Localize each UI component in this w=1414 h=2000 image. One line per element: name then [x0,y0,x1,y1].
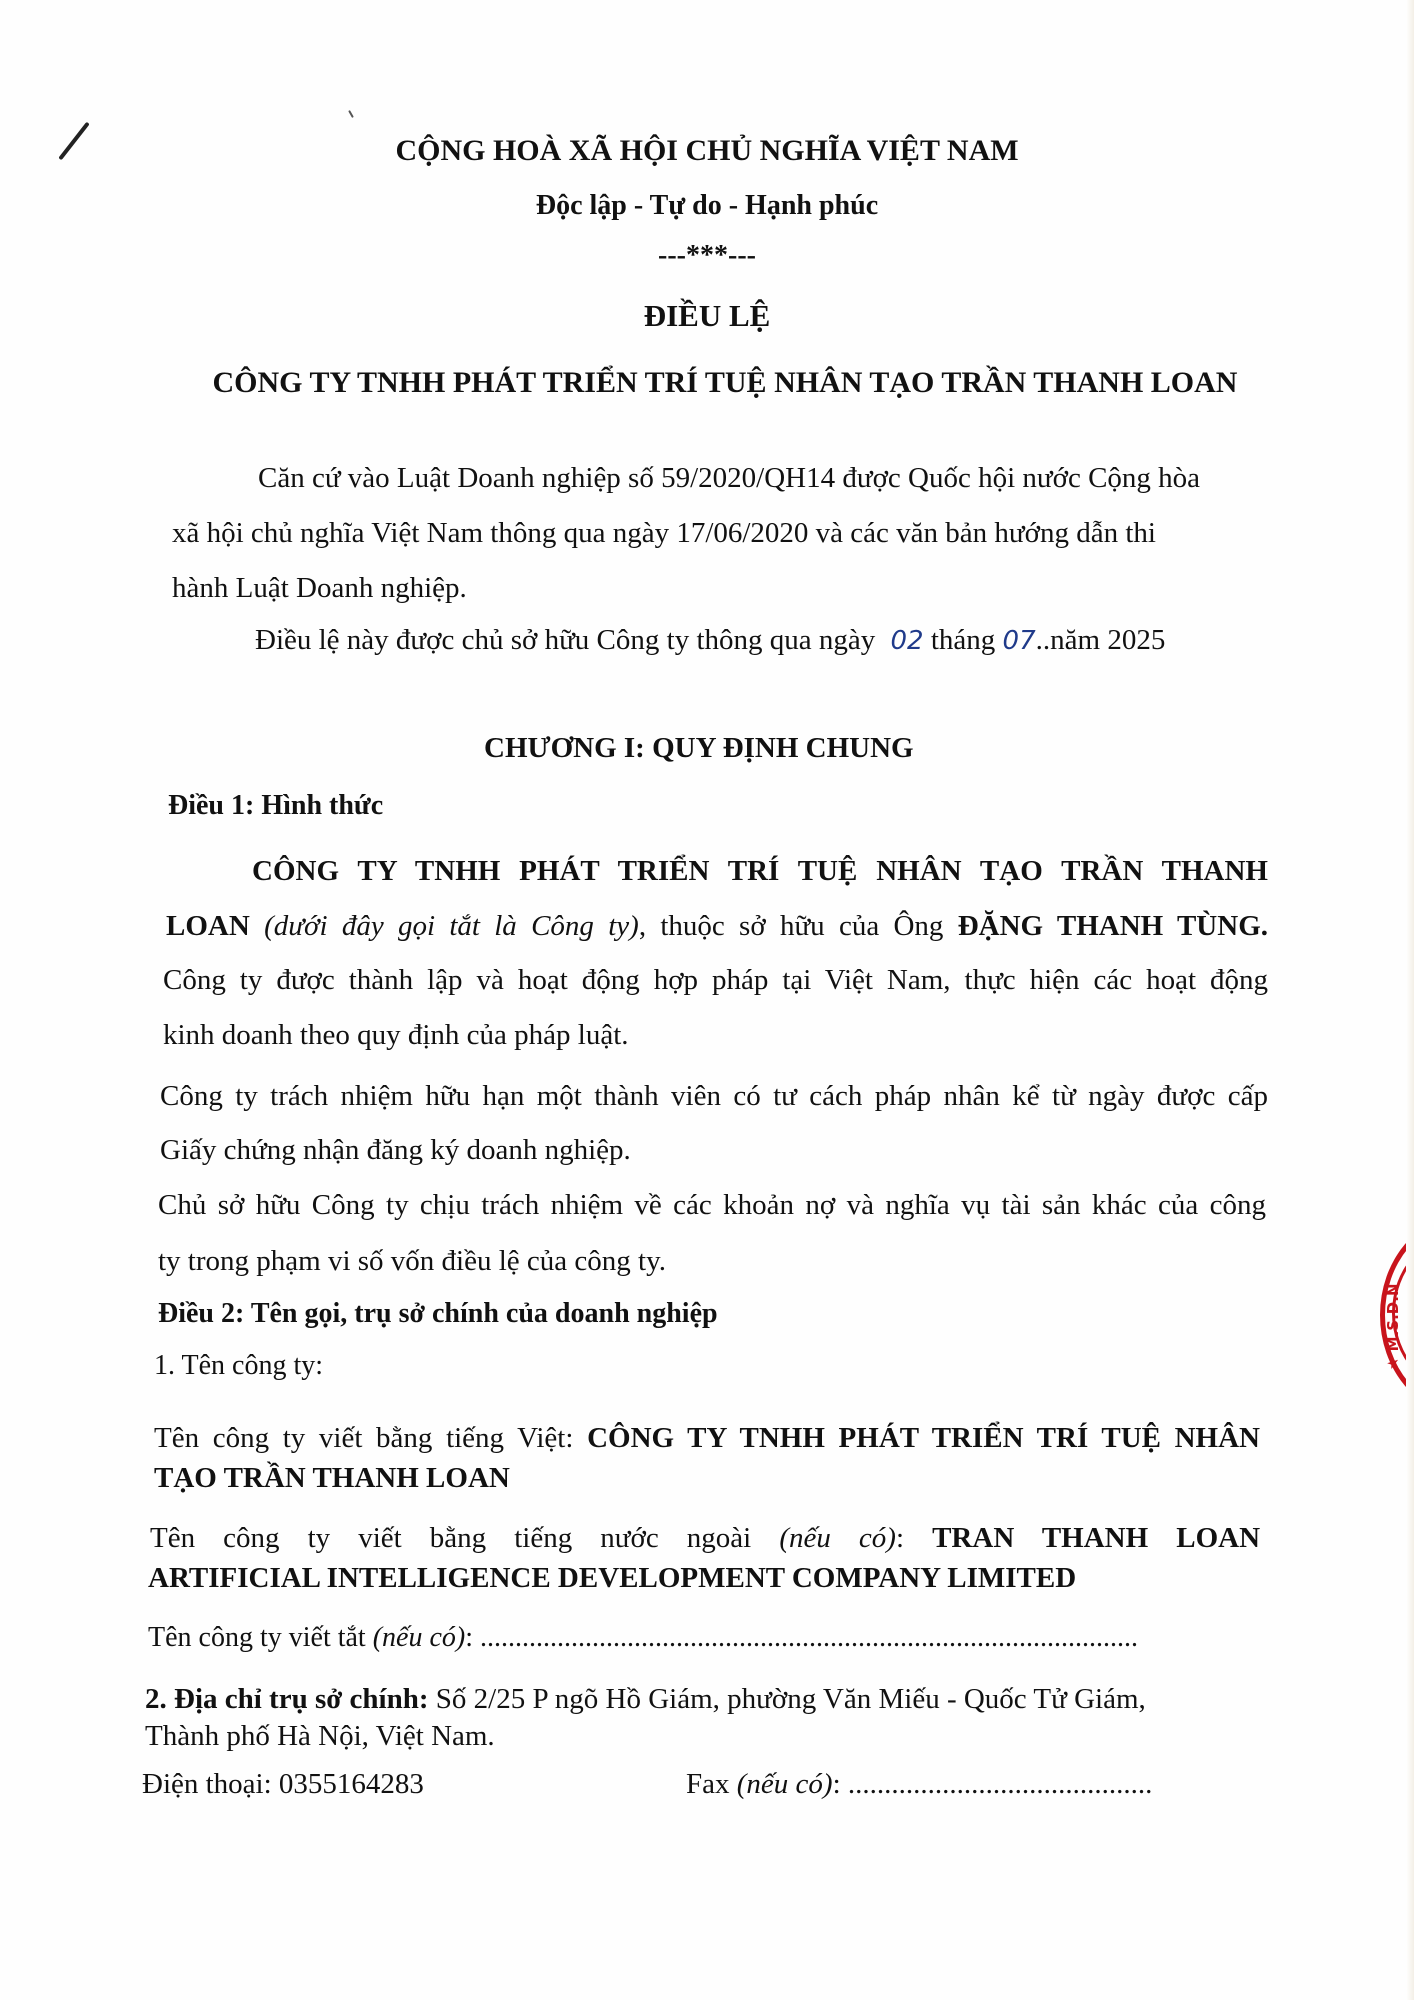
article-1-line-2 [166,910,1268,943]
chapter-title: CHƯƠNG I: QUY ĐỊNH CHUNG [484,732,914,764]
company-name-item: 1. Tên công ty: [154,1350,324,1381]
page-edge-shadow [1406,0,1414,2000]
ink-speck [348,110,354,118]
abbreviation-blank: : .............................................................................................. [465,1622,1139,1653]
address-label: 2. Địa chỉ trụ sở chính: [145,1683,429,1715]
article-1-line-4: kinh doanh theo quy định của pháp luật. [163,1019,629,1051]
company-seal-text: ★ M.S.D.N [1384,1283,1402,1370]
article-1-para-2-line-2: Giấy chứng nhận đăng ký doanh nghiệp. [160,1134,631,1166]
article-1-para-2-line-1: Công ty trách nhiệm hữu hạn một thành viên có tư cách pháp nhân kể từ ngày được cấp [160,1080,1268,1112]
article-1-para-3-line-2: ty trong phạm vi số vốn điều lệ của công ty. [158,1245,666,1277]
ownership-text: , thuộc sở hữu của Ông [638,910,944,942]
adoption-day-handwritten: 02 [890,626,924,656]
short-name-note: (dưới đây gọi tắt là Công ty) [264,910,639,942]
vn-name-label: Tên công ty viết bằng tiếng Việt: [154,1422,574,1454]
preamble-line-3: hành Luật Doanh nghiệp. [172,572,467,604]
company-name-end: LOAN [166,910,250,942]
article-1-heading: Điều 1: Hình thức [168,790,384,821]
foreign-name-line-2: ARTIFICIAL INTELLIGENCE DEVELOPMENT COMPANY LIMITED [148,1562,1077,1594]
fax-optional: (nếu có) [736,1768,833,1800]
address-line-1 [145,1683,1146,1716]
foreign-name-label: Tên công ty viết bằng tiếng nước ngoài [150,1522,752,1554]
colon: : [895,1522,905,1554]
preamble-line-1: Căn cứ vào Luật Doanh nghiệp số 59/2020/QH14 được Quốc hội nước Cộng hòa [258,462,1201,494]
address-line-2: Thành phố Hà Nội, Việt Nam. [145,1720,495,1752]
article-1-line-3: Công ty được thành lập và hoạt động hợp pháp tại Việt Nam, thực hiện các hoạt động [163,964,1268,996]
foreign-name-optional: (nếu có) [779,1522,896,1554]
foreign-name-value: TRAN THANH LOAN [932,1522,1261,1554]
vn-name-line-2: TẠO TRẦN THANH LOAN [154,1462,510,1494]
vn-name-value: CÔNG TY TNHH PHÁT TRIỂN TRÍ TUỆ NHÂN [587,1422,1261,1454]
article-1-para-3-line-1: Chủ sở hữu Công ty chịu trách nhiệm về các khoản nợ và nghĩa vụ tài sản khác của công [158,1189,1266,1221]
fax-label: Fax [686,1768,730,1800]
separator: ---***--- [658,240,756,271]
phone-number: Điện thoại: 0355164283 [142,1768,424,1800]
country-name: CỘNG HOÀ XÃ HỘI CHỦ NGHĨA VIỆT NAM [395,134,1019,167]
article-2-heading: Điều 2: Tên gọi, trụ sở chính của doanh nghiệp [158,1298,718,1329]
adoption-prefix: Điều lệ này được chủ sở hữu Công ty thông qua ngày [255,624,876,656]
foreign-name-line-1 [150,1522,1260,1555]
abbreviation-label: Tên công ty viết tắt [148,1622,366,1653]
vn-name-line-1 [154,1422,1260,1455]
abbreviation-optional: (nếu có) [372,1622,466,1653]
adoption-month-label: tháng [930,624,996,656]
company-title: CÔNG TY TNHH PHÁT TRIỂN TRÍ TUỆ NHÂN TẠO TRẦN THANH LOAN [212,366,1238,399]
national-motto: Độc lập - Tự do - Hạnh phúc [535,190,879,221]
abbreviation-line [148,1622,1138,1654]
fax-blank: : .......................................... [832,1768,1153,1800]
preamble-line-2: xã hội chủ nghĩa Việt Nam thông qua ngày 17/06/2020 và các văn bản hướng dẫn thi [172,517,1156,549]
adoption-line [255,624,1165,657]
owner-name: ĐẶNG THANH TÙNG. [957,910,1268,942]
adoption-year: ..năm 2025 [1035,624,1166,656]
article-1-company-name: CÔNG TY TNHH PHÁT TRIỂN TRÍ TUỆ NHÂN TẠO TRẦN THANH [252,855,1268,887]
fax-line [686,1768,1152,1801]
document-type-title: ĐIỀU LỆ [643,298,771,333]
adoption-month-handwritten: 07 [1002,626,1036,656]
address-value: Số 2/25 P ngõ Hồ Giám, phường Văn Miếu - Quốc Tử Giám, [435,1683,1146,1715]
